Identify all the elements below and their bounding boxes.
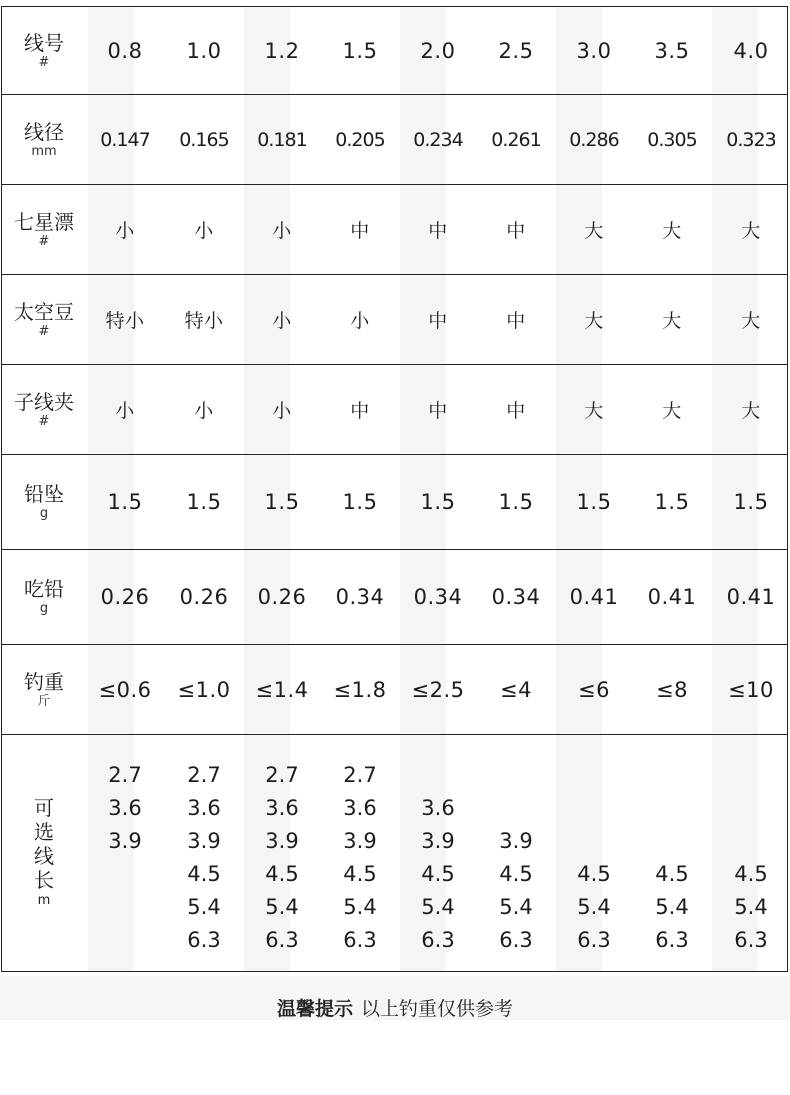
length-value: 5.4 <box>577 895 611 919</box>
length-value: 2.7 <box>108 763 142 787</box>
row-header-char: 可 <box>34 796 54 820</box>
table-cell: 大 <box>741 220 761 242</box>
row-header <box>2 550 86 644</box>
table-cell: 0.165 <box>179 128 229 151</box>
table-cell: 大 <box>584 220 604 242</box>
table-cell: 中 <box>428 220 448 242</box>
table-cell: 1.2 <box>264 38 300 63</box>
length-column <box>165 735 243 971</box>
table-cell: ≤6 <box>578 677 610 702</box>
table-cell: 中 <box>428 400 448 422</box>
row-header <box>2 735 86 971</box>
footer-title: 温馨提示 <box>276 998 353 1020</box>
length-value: 6.3 <box>421 928 455 952</box>
row-header <box>2 645 86 734</box>
table-cell: 1.5 <box>576 490 612 514</box>
length-value: 2.7 <box>265 763 299 787</box>
length-value: 4.5 <box>499 862 533 886</box>
table-cell: 小 <box>115 400 135 422</box>
table-cell: 1.5 <box>264 490 300 514</box>
table-cell: ≤10 <box>728 677 774 702</box>
table-cell: 小 <box>272 220 292 242</box>
length-row <box>2 735 787 971</box>
table-cell: 0.147 <box>100 128 150 151</box>
table-row <box>2 550 787 645</box>
row-header <box>2 365 86 454</box>
length-column <box>712 735 788 971</box>
table-cell: 0.261 <box>491 128 541 151</box>
row-header-char: 线 <box>34 844 54 868</box>
length-value: 4.5 <box>421 862 455 886</box>
table-cell: 0.8 <box>107 38 143 63</box>
row-header-unit: # <box>38 323 50 339</box>
table-cell: 大 <box>584 400 604 422</box>
length-value: 3.6 <box>421 796 455 820</box>
table-row <box>2 275 787 365</box>
length-value: 4.5 <box>655 862 689 886</box>
footer-note <box>0 994 790 1021</box>
table-cell: 0.41 <box>569 585 619 609</box>
length-value: 4.5 <box>343 862 377 886</box>
table-cell: 1.5 <box>420 490 456 514</box>
length-value: 6.3 <box>734 928 768 952</box>
length-value: 6.3 <box>265 928 299 952</box>
table-cell: 中 <box>506 400 526 422</box>
row-header-unit: # <box>38 54 50 70</box>
length-column <box>243 735 321 971</box>
table-cell: ≤1.0 <box>177 677 231 702</box>
table-cell: 大 <box>662 400 682 422</box>
table-cell: 1.5 <box>342 490 378 514</box>
row-header-unit: mm <box>31 143 57 159</box>
length-column <box>555 735 633 971</box>
length-column <box>633 735 711 971</box>
table-cell: 4.0 <box>733 38 769 63</box>
length-value: 5.4 <box>499 895 533 919</box>
row-header-name: 太空豆 <box>14 299 74 324</box>
table-cell: 小 <box>272 310 292 332</box>
length-value: 6.3 <box>343 928 377 952</box>
row-header-name: 七星漂 <box>14 209 74 234</box>
length-column <box>477 735 555 971</box>
row-header-char: 长 <box>34 868 54 892</box>
table-cell: 中 <box>506 220 526 242</box>
row-header-name: 吃铅 <box>24 577 64 601</box>
row-header-name: 线号 <box>24 30 64 55</box>
table-cell: 1.5 <box>186 490 222 514</box>
table-cell: 1.5 <box>733 490 769 514</box>
table-cell: 0.181 <box>257 128 307 151</box>
length-value: 5.4 <box>343 895 377 919</box>
length-value: 4.5 <box>265 862 299 886</box>
table-cell: 1.5 <box>498 490 534 514</box>
table-cell: 大 <box>741 310 761 332</box>
row-header-unit: # <box>38 413 50 429</box>
table-row <box>2 95 787 185</box>
table-cell: 0.286 <box>569 128 619 151</box>
length-value: 3.9 <box>187 829 221 853</box>
table-cell: ≤1.8 <box>333 677 387 702</box>
table-cell: 0.34 <box>413 585 463 609</box>
spec-table <box>1 6 788 972</box>
table-cell: 小 <box>350 310 370 332</box>
length-value: 4.5 <box>734 862 768 886</box>
table-row <box>2 645 787 735</box>
length-value: 5.4 <box>187 895 221 919</box>
length-value: 3.9 <box>499 829 533 853</box>
table-cell: 1.5 <box>342 38 378 63</box>
length-value: 6.3 <box>499 928 533 952</box>
length-column <box>321 735 399 971</box>
table-cell: 0.26 <box>179 585 229 609</box>
table-cell: 小 <box>194 220 214 242</box>
table-cell: 1.0 <box>186 38 222 63</box>
length-value: 3.6 <box>108 796 142 820</box>
table-cell: ≤4 <box>500 677 532 702</box>
table-row <box>2 455 787 550</box>
footer-text: 以上钓重仅供参考 <box>361 998 514 1020</box>
length-value: 4.5 <box>187 862 221 886</box>
length-column <box>399 735 477 971</box>
length-value: 5.4 <box>734 895 768 919</box>
table-cell: 0.41 <box>726 585 776 609</box>
table-row <box>2 7 787 95</box>
row-header <box>2 185 86 274</box>
length-value: 6.3 <box>577 928 611 952</box>
length-value: 5.4 <box>421 895 455 919</box>
row-header <box>2 95 86 184</box>
length-value: 6.3 <box>187 928 221 952</box>
row-header-unit: g <box>39 601 49 616</box>
table-cell: 1.5 <box>107 490 143 514</box>
row-header-name: 钓重 <box>24 669 64 694</box>
table-cell: 2.0 <box>420 38 456 63</box>
row-header-unit: m <box>37 893 51 908</box>
table-cell: 小 <box>115 220 135 242</box>
table-cell: 0.305 <box>647 128 697 151</box>
table-cell: 0.205 <box>335 128 385 151</box>
table-cell: 0.323 <box>726 128 776 151</box>
table-cell: 3.0 <box>576 38 612 63</box>
table-cell: 1.5 <box>654 490 690 514</box>
row-header-name: 铅坠 <box>24 482 64 506</box>
length-value: 6.3 <box>655 928 689 952</box>
table-cell: 小 <box>194 400 214 422</box>
length-value: 3.6 <box>265 796 299 820</box>
table-cell: 中 <box>350 220 370 242</box>
table-cell: 3.5 <box>654 38 690 63</box>
table-cell: 小 <box>272 400 292 422</box>
table-cell: 2.5 <box>498 38 534 63</box>
table-cell: 大 <box>662 220 682 242</box>
row-header <box>2 275 86 364</box>
length-value: 5.4 <box>265 895 299 919</box>
table-cell: 中 <box>428 310 448 332</box>
table-cell: 0.41 <box>647 585 697 609</box>
row-header-unit: g <box>39 506 49 521</box>
table-row <box>2 365 787 455</box>
table-cell: 大 <box>741 400 761 422</box>
table-cell: ≤1.4 <box>255 677 309 702</box>
length-value: 2.7 <box>187 763 221 787</box>
table-cell: 0.34 <box>335 585 385 609</box>
length-value: 2.7 <box>343 763 377 787</box>
length-value: 3.9 <box>265 829 299 853</box>
length-value: 3.9 <box>108 829 142 853</box>
table-row <box>2 185 787 275</box>
length-value: 4.5 <box>577 862 611 886</box>
table-cell: 大 <box>662 310 682 332</box>
table-cell: 0.34 <box>491 585 541 609</box>
length-value: 3.6 <box>187 796 221 820</box>
table-cell: 特小 <box>105 310 145 332</box>
row-header <box>2 455 86 549</box>
table-cell: 中 <box>506 310 526 332</box>
table-cell: 0.26 <box>100 585 150 609</box>
table-cell: ≤2.5 <box>411 677 465 702</box>
row-header-name: 线径 <box>24 119 64 144</box>
row-header-unit: 斤 <box>37 693 51 709</box>
row-header-name: 子线夹 <box>14 389 74 414</box>
table-cell: 0.26 <box>257 585 307 609</box>
table-cell: 大 <box>584 310 604 332</box>
length-value: 3.9 <box>343 829 377 853</box>
row-header <box>2 7 86 94</box>
length-value: 5.4 <box>655 895 689 919</box>
table-cell: 0.234 <box>413 128 463 151</box>
length-value: 3.9 <box>421 829 455 853</box>
table-cell: ≤0.6 <box>98 677 152 702</box>
table-cell: ≤8 <box>656 677 688 702</box>
row-header-char: 选 <box>34 820 54 844</box>
length-column <box>86 735 164 971</box>
table-cell: 中 <box>350 400 370 422</box>
row-header-unit: # <box>38 233 50 249</box>
table-cell: 特小 <box>184 310 224 332</box>
length-value: 3.6 <box>343 796 377 820</box>
